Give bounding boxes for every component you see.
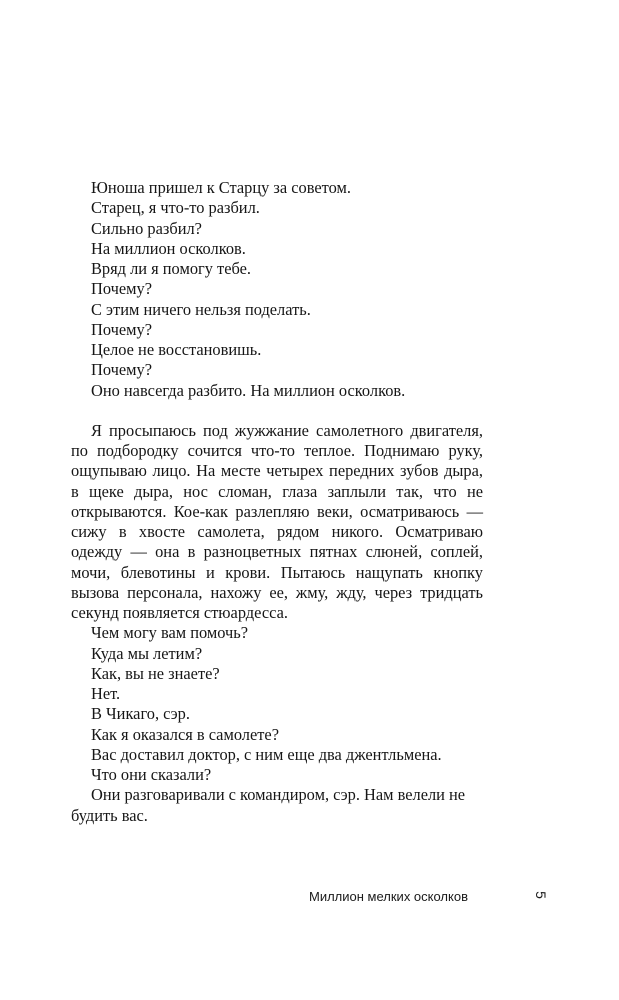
dialogue-line: Почему?	[91, 319, 152, 339]
dialogue-line: Старец, я что-то разбил.	[91, 198, 260, 218]
dialogue-line: Как я оказался в самолете?	[91, 724, 279, 744]
dialogue-line: Почему?	[91, 279, 152, 299]
narrative-paragraph: Я просыпаюсь под жужжание самолетного двигателя, по подбородку сочится что-то теплое. Поднимаю руку, ощупываю лицо. На месте четырех передних зубов дыра, в щеке дыра, нос сломан, глаза заплыли так, что не открываются. Кое-как разлепляю веки, осматриваюсь — сижу в хвосте самолета, рядом никого. Осматриваю одежду — она в разноцветных пятнах слюней, соплей, мочи, блевотины и крови. Пытаюсь нащупать кнопку вызова персонала, нахожу ее, жму, жду, через тридцать секунд появляется стюардесса.	[71, 420, 483, 622]
section-gap	[71, 401, 483, 421]
dialogue-line: Вас доставил доктор, с ним еще два джентльмена.	[91, 744, 442, 764]
dialogue-line: Вряд ли я помогу тебе.	[91, 259, 251, 278]
dialogue-line: Как, вы не знаете?	[91, 663, 220, 683]
dialogue-line: Оно навсегда разбито. На миллион осколков.	[91, 380, 406, 400]
dialogue-line: Целое не восстановишь.	[91, 340, 262, 359]
dialogue-line: Почему?	[91, 360, 152, 380]
dialogue-line: Что они сказали?	[91, 765, 212, 784]
dialogue-line: Юноша пришел к Старцу за советом.	[91, 178, 351, 197]
dialogue-line: Нет.	[91, 684, 121, 703]
dialogue-line: Они разговаривали с командиром, сэр. Нам велели не будить вас.	[71, 785, 466, 825]
dialogue-line: С этим ничего нельзя поделать.	[91, 299, 311, 319]
dialogue-line: В Чикаго, сэр.	[91, 704, 190, 724]
page-number: 5	[533, 891, 549, 899]
dialogue-line: Сильно разбил?	[91, 218, 202, 238]
running-title: Миллион мелких осколков	[309, 889, 468, 904]
dialogue-line: Куда мы летим?	[91, 643, 203, 663]
dialogue-line: Чем могу вам помочь?	[91, 623, 249, 643]
page-body	[71, 178, 483, 826]
dialogue-line: На миллион осколков.	[91, 238, 246, 258]
